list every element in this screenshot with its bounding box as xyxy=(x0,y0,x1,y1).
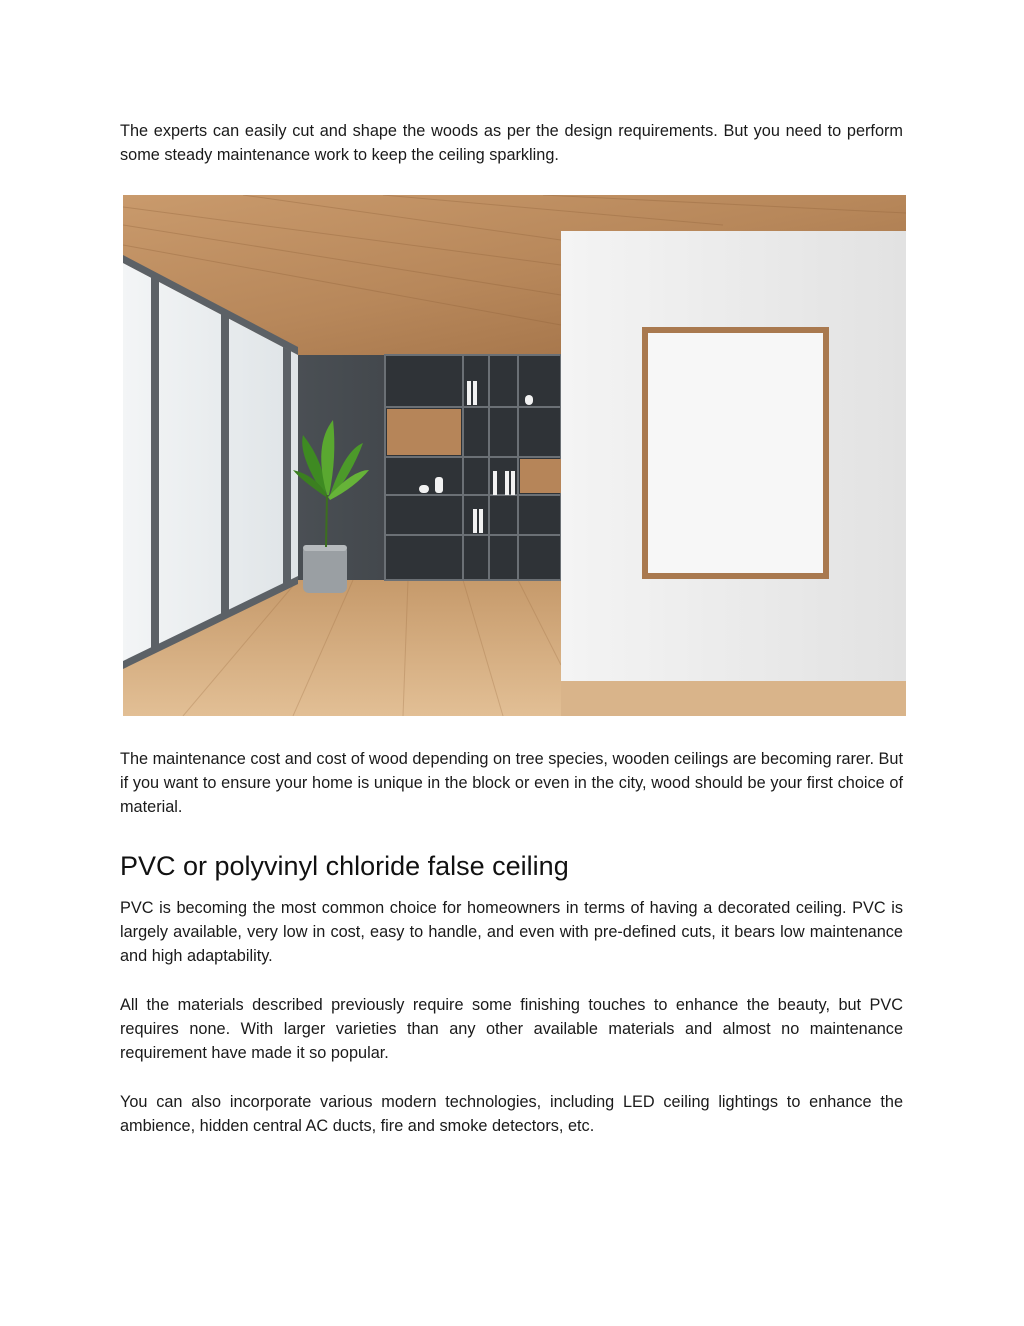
paragraph-intro: The experts can easily cut and shape the woods as per the design requirements. But you need to perform some steady maintenance work to keep the ceiling sparkling. xyxy=(120,122,903,164)
paragraph-pvc-common: PVC is becoming the most common choice for homeowners in terms of having a decorated ceiling. PVC is largely available, very low in cost, easy to handle, and even with pre-defined cuts, it bears low maintenance and high adaptability. xyxy=(120,899,903,965)
section-heading-pvc: PVC or polyvinyl chloride false ceiling xyxy=(120,851,569,881)
picture-frame xyxy=(642,327,829,579)
bookshelf xyxy=(385,355,561,580)
floor-foreground xyxy=(561,681,906,716)
paragraph-pvc-tech: You can also incorporate various modern technologies, including LED ceiling lightings to enhance the ambience, hidden central AC ducts, fire and smoke detectors, etc. xyxy=(120,1093,903,1135)
room-illustration xyxy=(123,195,906,716)
paragraph-pvc-finish: All the materials described previously require some finishing touches to enhance the beauty, but PVC requires none. With larger varieties than any other available materials and almost no maintenance requirement have made it so popular. xyxy=(120,996,903,1062)
paragraph-wood-cost: The maintenance cost and cost of wood depending on tree species, wooden ceilings are becoming rarer. But if you want to ensure your home is unique in the block or even in the city, wood should be your first choice of material. xyxy=(120,750,903,816)
interior-room-photo xyxy=(123,195,906,716)
